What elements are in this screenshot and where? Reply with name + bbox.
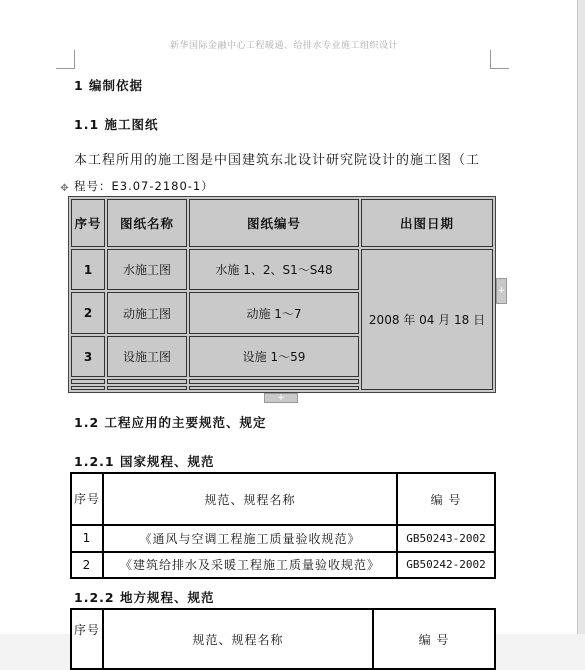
cell-name[interactable] <box>107 379 187 383</box>
cell-name[interactable] <box>107 386 187 390</box>
paragraph-line-2: 程号：E3.07-2180-1） <box>74 179 214 193</box>
cell-code[interactable]: 设施 1～59 <box>189 336 359 377</box>
header-cell: 序号 <box>71 473 103 525</box>
table-row <box>71 249 493 290</box>
crop-mark-top-right <box>490 50 509 69</box>
heading-1-2: 1.2 工程应用的主要规范、规定 <box>74 415 267 430</box>
header-cell: 编 号 <box>373 609 495 669</box>
cell-code[interactable] <box>189 379 359 383</box>
add-column-handle-icon[interactable]: + <box>496 278 507 304</box>
cell-no[interactable]: 2 <box>71 292 105 333</box>
cell-name[interactable]: 设施工图 <box>107 336 187 377</box>
table-row <box>71 552 495 579</box>
heading-1-2-1: 1.2.1 国家规程、规范 <box>74 454 215 469</box>
cell-name[interactable]: 水施工图 <box>107 249 187 290</box>
header-cell: 编 号 <box>397 473 495 525</box>
cell-no[interactable]: 1 <box>71 525 103 552</box>
table-move-handle-icon[interactable]: ✥ <box>60 183 69 194</box>
cell-code[interactable]: 动施 1～7 <box>189 292 359 333</box>
add-row-handle-icon[interactable]: + <box>264 393 298 403</box>
cell-code[interactable]: GB50243-2002 <box>397 525 495 552</box>
header-cell: 图纸名称 <box>107 199 187 247</box>
drawings-table <box>68 196 496 393</box>
national-standards-table <box>70 472 496 579</box>
table-header-row <box>71 199 493 247</box>
local-standards-table <box>70 608 496 670</box>
heading-1-2-2: 1.2.2 地方规程、规范 <box>74 590 215 605</box>
heading-1-1: 1.1 施工图纸 <box>74 117 159 132</box>
heading-1: 1 编制依据 <box>74 78 144 93</box>
header-cell: 图纸编号 <box>189 199 359 247</box>
header-cell: 规范、规程名称 <box>103 473 397 525</box>
cell-no[interactable]: 1 <box>71 249 105 290</box>
header-cell: 序号 <box>71 199 105 247</box>
header-cell: 出图日期 <box>361 199 493 247</box>
cell-no[interactable]: 2 <box>71 552 103 579</box>
header-cell: 序号 <box>71 609 103 669</box>
cell-name[interactable]: 《建筑给排水及采暖工程施工质量验收规范》 <box>103 552 397 579</box>
cell-no[interactable] <box>71 379 105 383</box>
header-cell: 规范、规程名称 <box>103 609 373 669</box>
cell-name[interactable]: 动施工图 <box>107 292 187 333</box>
paragraph <box>74 147 499 197</box>
cell-no[interactable]: 3 <box>71 336 105 377</box>
table-header-row <box>71 609 495 669</box>
cell-code[interactable]: 水施 1、2、S1～S48 <box>189 249 359 290</box>
cell-code[interactable] <box>189 386 359 390</box>
cell-date[interactable]: 2008 年 04 月 18 日 <box>361 249 493 390</box>
table-header-row <box>71 473 495 525</box>
crop-mark-top-left <box>56 50 75 69</box>
paragraph-line-1: 本工程所用的施工图是中国建筑东北设计研究院设计的施工图（工 <box>74 153 481 168</box>
vertical-scrollbar[interactable] <box>577 0 585 634</box>
cell-name[interactable]: 《通风与空调工程施工质量验收规范》 <box>103 525 397 552</box>
table-row <box>71 525 495 552</box>
cell-code[interactable]: GB50242-2002 <box>397 552 495 579</box>
cell-no[interactable] <box>71 386 105 390</box>
page-header: 新华国际金融中心工程暖通、给排水专业施工组织设计 <box>169 41 398 51</box>
